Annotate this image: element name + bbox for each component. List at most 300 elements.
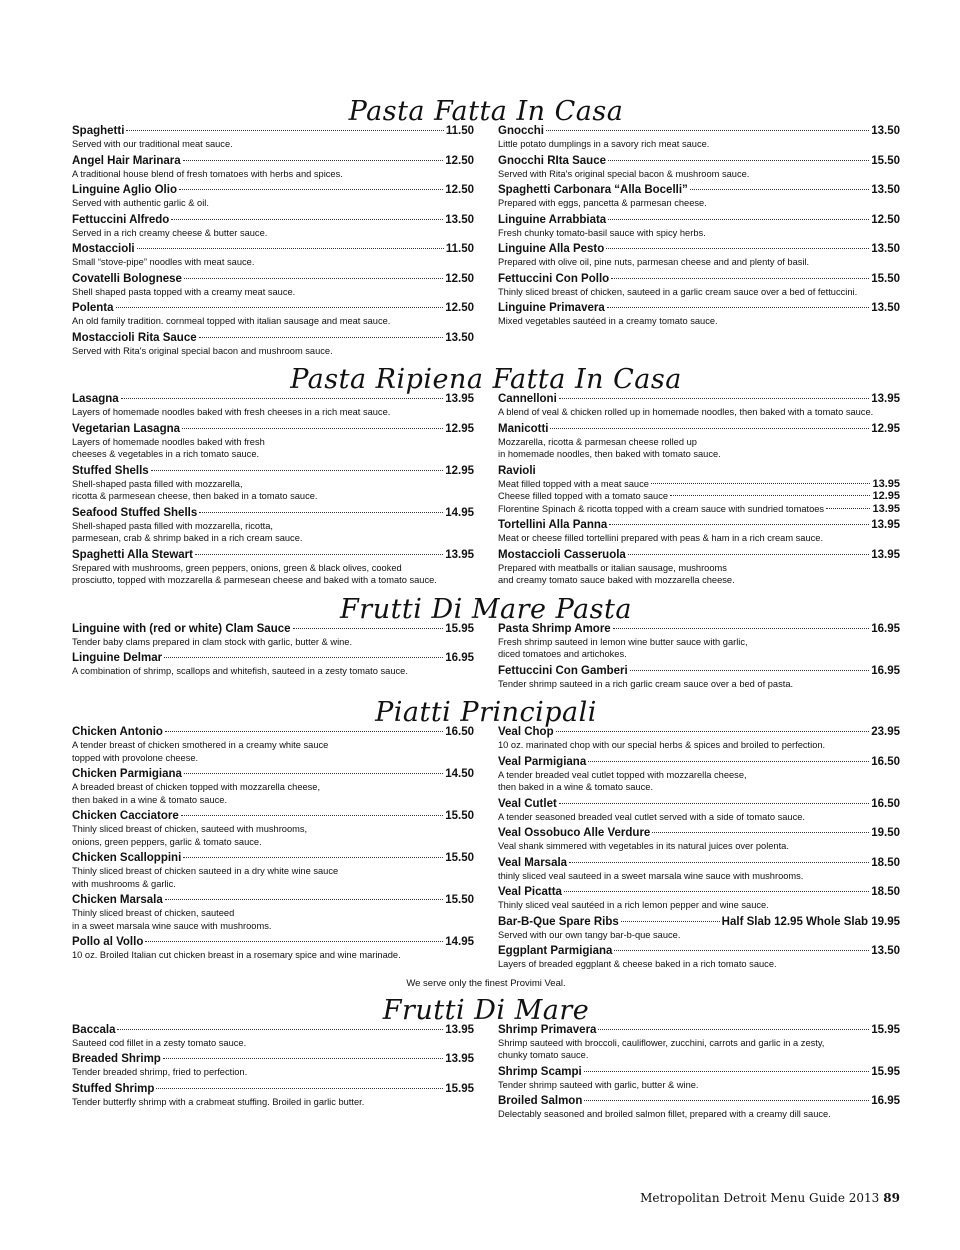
menu-item-description: Tender shrimp sauteed in a rich garlic cream sauce over a bed of pasta. — [498, 678, 794, 689]
menu-item-price: 13.95 — [445, 1023, 474, 1036]
menu-item-description: then baked in a wine & tomato sauce. — [498, 782, 654, 792]
menu-item-price: 11.50 — [445, 243, 474, 255]
menu-sub-item — [498, 490, 900, 503]
menu-item-name: Linguine Arrabbiata — [498, 213, 607, 226]
menu-item-price: 12.95 — [445, 464, 474, 477]
menu-item-description: Tender breaded shrimp, fried to perfection. — [72, 1067, 248, 1077]
section-title: Pasta Ripiena Fatta In Casa — [290, 364, 682, 395]
menu-item-line — [498, 272, 900, 286]
menu-item-description: Tender baby clams prepared in clam stock with garlic, butter & wine. — [72, 636, 353, 647]
menu-item-line — [72, 154, 474, 168]
menu-item-name: Manicotti — [498, 422, 549, 435]
dot-leader — [163, 1058, 443, 1059]
menu-item — [72, 301, 474, 328]
menu-item-description: Served with Rita's original special bacon and mushroom sauce. — [72, 345, 333, 356]
menu-item — [498, 944, 900, 971]
menu-item-line — [498, 301, 900, 315]
dot-leader — [690, 189, 869, 190]
menu-item-price: 13.50 — [871, 243, 900, 255]
menu-item-description: Tender butterfly shrimp with a crabmeat stuffing. Broiled in garlic butter. — [72, 1096, 365, 1107]
menu-item-line — [72, 272, 474, 286]
menu-item-line — [498, 1023, 900, 1037]
menu-item-line — [72, 851, 474, 865]
menu-item-name: Veal Parmigiana — [498, 755, 587, 768]
menu-item — [72, 809, 474, 848]
menu-item-description: cheeses & vegetables in a rich tomato sauce. — [72, 449, 260, 459]
menu-item — [72, 213, 474, 240]
menu-item — [498, 154, 900, 181]
menu-item-description: parmesean, crab & shrimp baked in a rich cream sauce. — [72, 533, 303, 543]
menu-item — [72, 767, 474, 806]
menu-item-description: Sauteed cod fillet in a zesty tomato sauce. — [72, 1037, 247, 1048]
menu-item-description: Veal shank simmered with vegetables in its natural juices over polenta. — [498, 841, 789, 851]
menu-item-line — [498, 183, 900, 197]
dot-leader — [559, 398, 869, 399]
menu-item — [498, 124, 900, 151]
menu-item — [498, 1065, 900, 1092]
menu-item-line — [498, 755, 900, 769]
menu-item-description: A tender breaded veal cutlet topped with mozzarella cheese, — [498, 769, 747, 780]
menu-item — [498, 755, 900, 794]
menu-item-description: topped with provolone cheese. — [72, 752, 199, 763]
dot-leader — [826, 508, 870, 509]
menu-item-description: Served in a rich creamy cheese & butter sauce. — [72, 227, 268, 238]
menu-item-price: 15.95 — [871, 1065, 900, 1078]
menu-item-name: Eggplant Parmigiana — [498, 945, 613, 957]
menu-item-price: 12.50 — [445, 154, 474, 167]
page-number: 89 — [883, 1191, 900, 1205]
dot-leader — [651, 483, 871, 484]
menu-item-name: Broiled Salmon — [498, 1095, 583, 1107]
menu-item-price: Half Slab 12.95 Whole Slab 19.95 — [721, 915, 900, 928]
menu-item-description: Shrimp sauteed with broccoli, cauliflower, zucchini, carrots and garlic in a zesty, — [498, 1037, 825, 1048]
sub-item-price: 13.95 — [872, 477, 900, 490]
menu-item-price: 15.95 — [445, 1082, 474, 1095]
menu-item — [72, 893, 474, 932]
menu-item-line — [72, 622, 474, 636]
menu-item-name: Pasta Shrimp Amore — [498, 622, 611, 635]
menu-item — [498, 664, 900, 691]
section-columns — [72, 392, 900, 590]
menu-item-price: 16.95 — [871, 622, 900, 635]
sub-item-price: 12.95 — [872, 490, 900, 502]
menu-page — [72, 96, 900, 1128]
menu-item-name: Linguine with (red or white) Clam Sauce — [72, 622, 291, 635]
menu-item-line — [498, 944, 900, 958]
menu-item-description: Thinly sliced breast of chicken, sauteed in a garlic cream sauce over a bed of fettuccini. — [498, 286, 858, 297]
menu-item-description: Mixed vegetables sautéed in a creamy tomato sauce. — [498, 316, 718, 326]
menu-item-line — [498, 124, 900, 138]
menu-item-line — [498, 797, 900, 811]
menu-item-line — [498, 392, 900, 406]
menu-item-description: A tender seasoned breaded veal cutlet served with a side of tomato sauce. — [498, 811, 805, 822]
menu-item-line — [498, 664, 900, 678]
dot-leader — [621, 921, 720, 922]
menu-item-price: 16.50 — [871, 797, 900, 810]
menu-item — [72, 272, 474, 299]
sub-item-text: Meat filled topped with a meat sauce — [498, 478, 649, 489]
dot-leader — [608, 160, 869, 161]
menu-item — [72, 1052, 474, 1079]
menu-item-description: A traditional house blend of fresh tomatoes with herbs and spices. — [72, 168, 343, 179]
menu-item-line — [72, 651, 474, 665]
menu-item-price: 15.50 — [871, 154, 900, 167]
menu-item-price: 13.50 — [445, 213, 474, 226]
menu-item-name: Cannelloni — [498, 393, 557, 405]
dot-leader — [199, 512, 443, 513]
menu-item-price: 12.50 — [445, 302, 474, 314]
menu-item-line — [498, 518, 900, 532]
dot-leader — [628, 554, 869, 555]
dot-leader — [559, 803, 869, 804]
right-column — [498, 725, 900, 974]
menu-item-price: 13.95 — [445, 393, 474, 405]
menu-item-name: Spaghetti Carbonara “Alla Bocelli” — [498, 184, 688, 196]
menu-item-price: 15.50 — [871, 272, 900, 285]
menu-item-price: 13.95 — [871, 519, 900, 531]
dot-leader — [607, 307, 869, 308]
menu-item-price: 18.50 — [871, 856, 900, 869]
menu-item-line — [72, 725, 474, 739]
menu-item-description: A combination of shrimp, scallops and whitefish, sauteed in a zesty tomato sauce. — [72, 666, 408, 676]
menu-item-line — [498, 826, 900, 840]
menu-item-line — [498, 213, 900, 227]
dot-leader — [165, 731, 443, 732]
right-column — [498, 622, 900, 694]
menu-item — [72, 548, 474, 587]
menu-item-name: Ravioli — [498, 464, 536, 477]
menu-item-price: 19.50 — [871, 827, 900, 839]
menu-item-name: Vegetarian Lasagna — [72, 422, 181, 435]
menu-item — [72, 392, 474, 419]
menu-item-name: Chicken Cacciatore — [72, 810, 179, 822]
menu-section — [72, 594, 900, 694]
menu-item — [498, 183, 900, 210]
menu-item-price: 13.95 — [871, 548, 900, 561]
dot-leader — [293, 628, 444, 629]
menu-item-price: 15.50 — [445, 810, 474, 822]
dot-leader — [611, 278, 869, 279]
menu-item-line — [72, 548, 474, 562]
menu-item-line — [498, 725, 900, 739]
menu-item-description: Prepared with eggs, pancetta & parmesan cheese. — [498, 198, 707, 208]
menu-item-name: Gnocchi — [498, 125, 545, 137]
menu-item — [498, 301, 900, 328]
menu-item-line — [498, 885, 900, 899]
menu-item-name: Stuffed Shells — [72, 464, 149, 477]
menu-item-name: Lasagna — [72, 393, 119, 405]
menu-item-price: 16.95 — [871, 664, 900, 677]
menu-item-price: 14.50 — [445, 768, 474, 780]
menu-item-name: Chicken Parmigiana — [72, 768, 182, 780]
right-column — [498, 124, 900, 360]
menu-section — [72, 96, 900, 360]
menu-item-price: 13.95 — [445, 548, 474, 561]
dot-leader — [550, 428, 869, 429]
dot-leader — [613, 628, 870, 629]
menu-item-line — [72, 1052, 474, 1066]
menu-item-line — [72, 767, 474, 781]
left-column — [72, 392, 474, 590]
menu-item — [72, 331, 474, 358]
menu-item-name: Covatelli Bolognese — [72, 272, 182, 285]
menu-item — [72, 651, 474, 678]
right-column — [498, 392, 900, 590]
menu-item-description: 10 oz. Broiled Italian cut chicken breast in a rosemary spice and wine marinade. — [72, 950, 401, 960]
dot-leader — [609, 524, 869, 525]
menu-item-description: Thinly sliced breast of chicken, sauteed — [72, 908, 235, 918]
menu-item-line — [498, 242, 900, 256]
menu-item — [498, 885, 900, 912]
left-column — [72, 725, 474, 974]
dot-leader — [137, 248, 444, 249]
menu-item-name: Tortellini Alla Panna — [498, 519, 608, 531]
menu-item-description: prosciutto, topped with mozzarella & parmesean cheese and baked with a tomato sauce. — [72, 575, 437, 585]
menu-item-description: then baked in a wine & tomato sauce. — [72, 794, 228, 805]
menu-item-description: Mozzarella, ricotta & parmesan cheese rolled up — [498, 436, 697, 447]
menu-item-name: Shrimp Scampi — [498, 1065, 582, 1078]
dot-leader — [121, 398, 444, 399]
section-title: Frutti Di Mare Pasta — [340, 593, 632, 625]
menu-item — [498, 272, 900, 299]
menu-item-name: Veal Chop — [498, 726, 554, 738]
menu-item-price: 16.50 — [871, 755, 900, 768]
menu-item-line — [72, 301, 474, 315]
menu-item-name: Linguine Delmar — [72, 652, 163, 664]
menu-item-name: Chicken Antonio — [72, 726, 163, 738]
menu-item-line — [72, 242, 474, 256]
footer-guide-title: Metropolitan Detroit Menu Guide 2013 — [640, 1191, 880, 1205]
menu-item-line — [72, 124, 474, 138]
menu-item-price: 12.50 — [445, 272, 474, 285]
menu-item-name: Chicken Scalloppini — [72, 852, 182, 864]
menu-item-description: thinly sliced veal sauteed in a sweet marsala wine sauce with mushrooms. — [498, 870, 804, 881]
menu-item-price: 15.50 — [445, 852, 474, 864]
dot-leader — [569, 862, 869, 863]
menu-item-price: 12.50 — [445, 184, 474, 196]
menu-item — [72, 851, 474, 890]
menu-item — [498, 797, 900, 824]
dot-leader — [183, 857, 443, 858]
menu-item-price: 23.95 — [871, 726, 900, 738]
dot-leader — [564, 891, 869, 892]
menu-item-line — [72, 422, 474, 436]
menu-item-name: Spaghetti — [72, 125, 125, 137]
menu-item-line — [498, 1065, 900, 1079]
dot-leader — [151, 470, 444, 471]
menu-item-description: onions, green peppers, garlic & tomato sauce. — [72, 836, 262, 847]
menu-item-description: with mushrooms & garlic. — [72, 878, 176, 889]
menu-item-price: 14.95 — [445, 506, 474, 519]
menu-item — [498, 826, 900, 853]
menu-item-description: Thinly sliced veal sautéed in a rich lemon pepper and wine sauce. — [498, 900, 769, 910]
menu-item — [72, 464, 474, 503]
page-footer — [640, 1191, 900, 1205]
menu-item — [498, 725, 900, 752]
menu-item-description: Served with Rita's original special bacon & mushroom sauce. — [498, 168, 750, 179]
menu-item — [498, 518, 900, 545]
section-columns — [72, 1023, 900, 1124]
menu-item-description: An old family tradition. cornmeal topped with italian sausage and meat sauce. — [72, 316, 391, 326]
menu-item-name: Angel Hair Marinara — [72, 154, 181, 167]
menu-item-line — [498, 548, 900, 562]
menu-item-description: A breaded breast of chicken topped with mozzarella cheese, — [72, 782, 321, 792]
sub-item-text: Florentine Spinach & ricotta topped with a cream sauce with sundried tomatoes — [498, 503, 825, 514]
menu-item-line — [72, 935, 474, 949]
menu-item-description: diced tomatoes and artichokes. — [498, 649, 627, 659]
menu-item-description: Fresh chunky tomato-basil sauce with spicy herbs. — [498, 227, 706, 238]
menu-item-line — [498, 464, 900, 478]
menu-item-description: Shell shaped pasta topped with a creamy meat sauce. — [72, 286, 296, 297]
section-columns — [72, 124, 900, 360]
section-title: Frutti Di Mare — [382, 994, 590, 1026]
menu-item-name: Gnocchi RIta Sauce — [498, 154, 607, 167]
menu-item-description: Little potato dumplings in a savory rich meat sauce. — [498, 139, 710, 149]
dot-leader — [126, 130, 443, 131]
menu-item — [498, 548, 900, 587]
menu-item — [72, 1082, 474, 1109]
menu-item-name: Baccala — [72, 1023, 116, 1036]
section-columns — [72, 622, 900, 694]
menu-item — [498, 1094, 900, 1121]
menu-item — [72, 725, 474, 764]
menu-item-line — [72, 464, 474, 478]
dot-leader — [584, 1100, 869, 1101]
menu-item-price: 13.50 — [871, 945, 900, 957]
menu-item-price: 13.50 — [871, 184, 900, 196]
menu-item-price: 13.50 — [871, 302, 900, 314]
dot-leader — [182, 428, 443, 429]
menu-item-description: Shell-shaped pasta filled with mozzarella, — [72, 478, 243, 489]
menu-item — [498, 1023, 900, 1062]
dot-leader — [183, 160, 444, 161]
dot-leader — [670, 495, 870, 496]
dot-leader — [184, 278, 443, 279]
dot-leader — [195, 554, 443, 555]
menu-item — [498, 422, 900, 461]
menu-item-line — [72, 506, 474, 520]
menu-item — [498, 622, 900, 661]
menu-item-line — [498, 422, 900, 436]
menu-item-description: Meat or cheese filled tortellini prepared with peas & ham in a rich cream sauce. — [498, 533, 824, 543]
menu-item-description: ricotta & parmesean cheese, then baked in a tomato sauce. — [72, 491, 318, 501]
menu-item — [498, 213, 900, 240]
dot-leader — [546, 130, 869, 131]
menu-item-description: Layers of homemade noodles baked with fresh — [72, 436, 265, 447]
dot-leader — [199, 337, 444, 338]
menu-item-line — [498, 1094, 900, 1108]
menu-item-description: Served with our own tangy bar-b-que sauce. — [498, 929, 681, 940]
menu-item-name: Seafood Stuffed Shells — [72, 506, 198, 519]
menu-item — [498, 242, 900, 269]
menu-item-price: 13.95 — [445, 1053, 474, 1065]
dot-leader — [181, 815, 443, 816]
menu-item-description: Tender shrimp sauteed with garlic, butter & wine. — [498, 1079, 699, 1090]
section-title: Piatti Principali — [375, 697, 597, 728]
menu-item-description: and creamy tomato sauce baked with mozzarella cheese. — [498, 575, 735, 585]
section-columns — [72, 725, 900, 974]
dot-leader — [606, 248, 869, 249]
dot-leader — [184, 773, 443, 774]
menu-item-line — [498, 154, 900, 168]
menu-item — [72, 622, 474, 649]
menu-item-price: 13.50 — [871, 125, 900, 137]
menu-item-name: Mostaccioli — [72, 243, 135, 255]
dot-leader — [614, 950, 869, 951]
dot-leader — [116, 307, 444, 308]
menu-item-price: 14.95 — [445, 936, 474, 948]
dot-leader — [145, 941, 443, 942]
menu-item-name: Fettuccini Con Pollo — [498, 272, 610, 285]
menu-item-name: Veal Picatta — [498, 886, 562, 898]
left-column — [72, 622, 474, 694]
menu-item-description: Fresh shrimp sauteed in lemon wine butter sauce with garlic, — [498, 636, 748, 647]
menu-item-name: Bar-B-Que Spare Ribs — [498, 915, 619, 928]
dot-leader — [630, 670, 870, 671]
menu-item-price: 15.95 — [445, 622, 474, 635]
menu-item — [72, 183, 474, 210]
menu-item-line — [498, 856, 900, 870]
menu-item-name: Linguine Alla Pesto — [498, 243, 605, 255]
menu-item-description: chunky tomato sauce. — [498, 1050, 589, 1060]
menu-item-description: Served with our traditional meat sauce. — [72, 139, 233, 149]
menu-item — [72, 154, 474, 181]
menu-item-description: Delectably seasoned and broiled salmon fillet, prepared with a creamy dill sauce. — [498, 1109, 831, 1119]
menu-item-description: A blend of veal & chicken rolled up in homemade noodles, then baked with a tomato sauce. — [498, 407, 874, 417]
sub-item-text: Cheese filled topped with a tomato sauce — [498, 491, 669, 501]
menu-item-price: 15.50 — [445, 894, 474, 906]
menu-item — [72, 242, 474, 269]
menu-item-name: Breaded Shrimp — [72, 1053, 161, 1065]
dot-leader — [608, 219, 869, 220]
menu-item — [498, 915, 900, 942]
dot-leader — [598, 1029, 869, 1030]
menu-item-price: 16.95 — [445, 652, 474, 664]
dot-leader — [584, 1071, 870, 1072]
menu-sub-item — [498, 478, 900, 491]
menu-item-name: Pollo al Vollo — [72, 936, 144, 948]
menu-item-description: Served with authentic garlic & oil. — [72, 198, 209, 208]
menu-item-line — [72, 183, 474, 197]
menu-item-description: Prepared with olive oil, pine nuts, parmesan cheese and and plenty of basil. — [498, 257, 810, 267]
dot-leader — [179, 189, 443, 190]
menu-item — [72, 124, 474, 151]
dot-leader — [652, 832, 869, 833]
menu-item-name: Stuffed Shrimp — [72, 1082, 155, 1095]
menu-item-name: Fettuccini Alfredo — [72, 213, 170, 226]
menu-item-description: Prepared with meatballs or italian sausage, mushrooms — [498, 562, 727, 573]
dot-leader — [156, 1088, 443, 1089]
menu-item-price: 13.50 — [445, 331, 474, 344]
left-column — [72, 1023, 474, 1124]
menu-item-price: 16.50 — [445, 726, 474, 738]
menu-item-price: 12.50 — [871, 213, 900, 226]
menu-item-name: Linguine Aglio Olio — [72, 184, 177, 196]
menu-section — [72, 364, 900, 590]
menu-item-description: Layers of homemade noodles baked with fresh cheeses in a rich meat sauce. — [72, 407, 391, 417]
menu-item-line — [72, 213, 474, 227]
menu-item-description: Thinly sliced breast of chicken sauteed in a dry white wine sauce — [72, 866, 339, 876]
menu-item — [72, 422, 474, 461]
menu-item-name: Fettuccini Con Gamberi — [498, 664, 628, 677]
menu-item — [72, 1023, 474, 1050]
menu-item-name: Polenta — [72, 302, 114, 314]
menu-item-description: 10 oz. marinated chop with our special herbs & spices and broiled to perfection. — [498, 740, 826, 750]
menu-section — [72, 995, 900, 1124]
menu-item-description: Srepared with mushrooms, green peppers, onions, green & black olives, cooked — [72, 562, 402, 573]
menu-item-name: Linguine Primavera — [498, 302, 605, 314]
menu-item-line — [72, 893, 474, 907]
